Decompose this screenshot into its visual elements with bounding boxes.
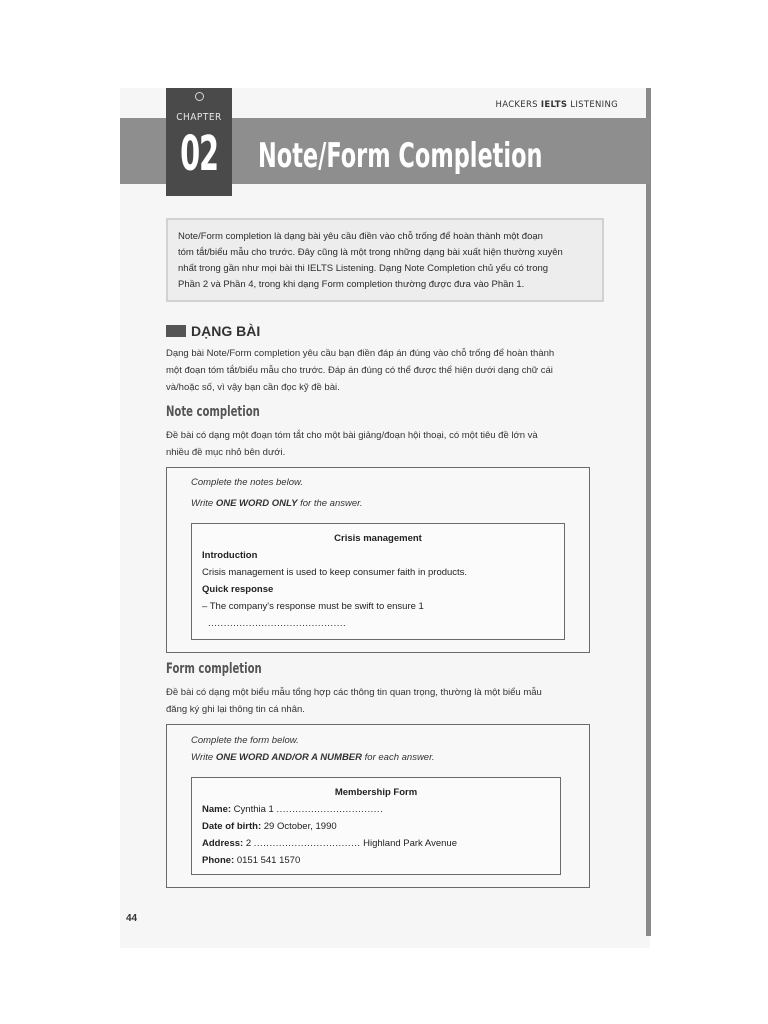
field-label: Date of birth: <box>202 821 262 832</box>
note-description <box>166 427 606 461</box>
note-instruction-1: Complete the notes below. <box>191 477 303 488</box>
instr-text: for the answer. <box>297 498 363 509</box>
form-instruction-1: Complete the form below. <box>191 735 299 746</box>
square-bullet-icon <box>166 325 186 337</box>
note-instruction-2 <box>191 498 363 509</box>
page-number: 44 <box>126 913 138 924</box>
instr-bold: ONE WORD AND/OR A NUMBER <box>215 752 363 763</box>
note-completion-heading: Note completion <box>166 404 260 420</box>
field-after: Highland Park Avenue <box>360 838 457 849</box>
answer-blank: .................................. <box>253 838 361 849</box>
paragraph-line: Dạng bài Note/Form completion yêu cầu bạn điền đáp án đúng vào chỗ trống để hoàn thành <box>166 348 555 359</box>
field-value: 2 <box>243 838 254 849</box>
series-bold: IELTS <box>540 100 568 110</box>
form-field-name <box>202 801 550 818</box>
intro-line: tóm tắt/biểu mẫu cho trước. Đây cũng là một trong những dạng bài xuất hiện thường xuyên <box>178 247 563 258</box>
answer-blank-1 <box>202 615 554 632</box>
field-label: Address: <box>202 838 244 849</box>
form-title: Membership Form <box>334 787 418 798</box>
book-spine-edge <box>646 88 651 936</box>
section-heading-text: DẠNG BÀI <box>191 323 261 339</box>
notes-panel <box>191 523 565 640</box>
chapter-label: CHAPTER <box>176 112 222 123</box>
blank-dots: ........................................... <box>208 618 343 629</box>
field-label: Name: <box>202 804 232 815</box>
chapter-number: 02 <box>180 126 218 182</box>
intro-line: Note/Form completion là dạng bài yêu cầu điền vào chỗ trống để hoàn thành một đoạn <box>178 231 543 242</box>
field-value: Cynthia 1 <box>231 804 277 815</box>
intro-line: Phần 2 và Phần 4, trong khi dạng Form completion thường được đưa vào Phần 1. <box>178 279 525 290</box>
paragraph-line: một đoạn tóm tắt/biểu mẫu cho trước. Đáp án đúng có thể được thể hiện dưới dạng chữ cái <box>166 365 553 376</box>
section-paragraph <box>166 345 606 396</box>
chapter-title: Note/Form Completion <box>258 136 543 176</box>
series-header <box>486 100 618 110</box>
description-line: nhiều đề mục nhỏ bên dưới. <box>166 447 286 458</box>
form-example-box <box>166 724 590 888</box>
notes-line: – The company's response must be swift to ensure 1 <box>202 601 424 612</box>
blank-end: . <box>343 618 346 629</box>
form-description <box>166 684 606 718</box>
ring-hole-icon <box>195 92 204 101</box>
notes-line: Crisis management is used to keep consumer faith in products. <box>202 567 468 578</box>
instr-text: for each answer. <box>362 752 435 763</box>
field-value: 0151 541 1570 <box>234 855 301 866</box>
form-completion-heading: Form completion <box>166 661 262 677</box>
instr-bold: ONE WORD ONLY <box>215 498 298 509</box>
description-line: Đề bài có dạng một đoạn tóm tắt cho một bài giảng/đoạn hội thoại, có một tiêu đề lớn và <box>166 430 538 441</box>
intro-box <box>166 218 604 302</box>
note-example-box <box>166 467 590 653</box>
instr-text: Write <box>191 752 216 763</box>
answer-blank: .................................. <box>276 804 384 815</box>
notes-heading-quick-response: Quick response <box>202 584 274 595</box>
membership-form-panel <box>191 777 561 875</box>
form-field-phone <box>202 852 550 869</box>
instr-text: Write <box>191 498 216 509</box>
field-value: 29 October, 1990 <box>261 821 337 832</box>
intro-line: nhất trong gần như mọi bài thi IELTS Listening. Dạng Note Completion chủ yếu có trong <box>178 263 549 274</box>
form-field-address <box>202 835 550 852</box>
paragraph-line: và/hoặc số, vì vậy bạn cần đọc kỹ đề bài. <box>166 382 340 393</box>
notes-heading-introduction: Introduction <box>202 550 258 561</box>
field-label: Phone: <box>202 855 235 866</box>
section-heading <box>166 323 260 339</box>
notes-title: Crisis management <box>334 533 422 544</box>
description-line: Đề bài có dạng một biểu mẫu tổng hợp các thông tin quan trọng, thường là một biểu mẫu <box>166 687 542 698</box>
series-prefix: HACKERS <box>495 100 541 110</box>
series-suffix: LISTENING <box>567 100 618 110</box>
form-instruction-2 <box>191 752 435 763</box>
form-field-dob <box>202 818 550 835</box>
description-line: đăng ký ghi lại thông tin cá nhân. <box>166 704 305 715</box>
